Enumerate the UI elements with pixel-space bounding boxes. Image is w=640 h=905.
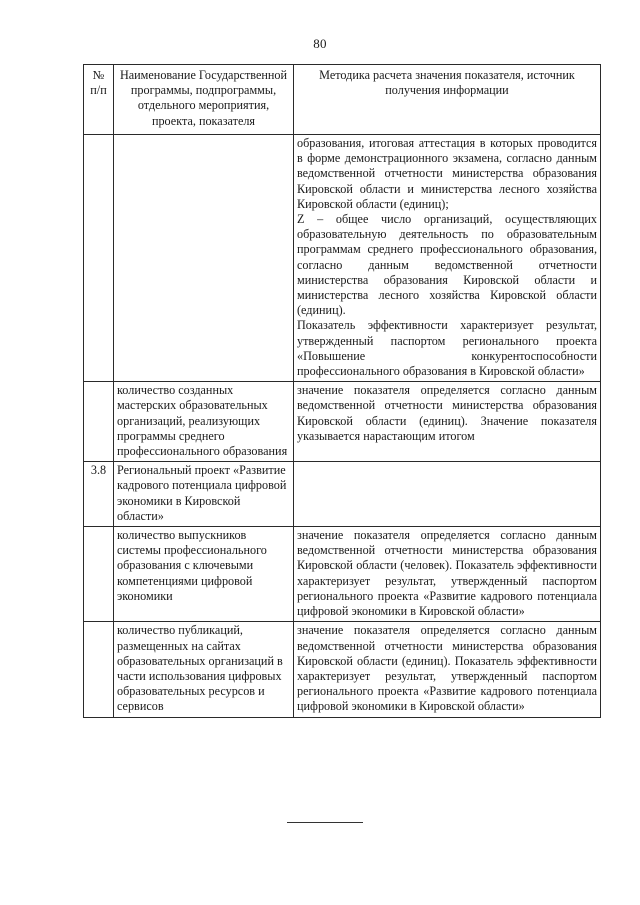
table-header-row — [84, 65, 601, 135]
footer-divider — [287, 822, 363, 823]
row-method — [294, 135, 601, 382]
table-row — [84, 622, 601, 717]
row-number — [84, 622, 114, 717]
row-number — [84, 527, 114, 622]
row-number — [84, 135, 114, 382]
row-name: количество созданных мастерских образовательных организаций, реализующих программы среднего профессионального образования — [114, 382, 294, 462]
table-row — [84, 462, 601, 527]
row-method — [294, 382, 601, 462]
table-row — [84, 382, 601, 462]
header-number: № п/п — [84, 65, 114, 135]
row-method — [294, 527, 601, 622]
row-name: количество публикаций, размещенных на сайтах образовательных организаций в части использования цифровых образовательных ресурсов и сервисов — [114, 622, 294, 717]
row-method — [294, 622, 601, 717]
method-paragraph: Показатель эффективности характеризует результат, утвержденный паспортом регионального проекта «Повышение конкурентоспособности профессионального образования в Кировской области» — [297, 318, 597, 379]
method-paragraph: Z – общее число организаций, осуществляющих образовательную деятельность по образовательным программам среднего профессионального образования, согласно данным ведомственной отчетности министерства образования Кировской области и министерства лесного хозяйства Кировской области (единиц). — [297, 212, 597, 318]
row-name: Региональный проект «Развитие кадрового потенциала цифровой экономики в Кировской области» — [114, 462, 294, 527]
method-paragraph: значение показателя определяется согласно данным ведомственной отчетности министерства образования Кировской области (единиц). Значение показателя указывается нарастающим итогом — [297, 383, 597, 443]
row-name: количество выпускников системы профессионального образования с ключевыми компетенциями цифровой экономики — [114, 527, 294, 622]
header-method: Методика расчета значения показателя, источник получения информации — [294, 65, 601, 135]
indicator-table — [83, 64, 601, 718]
row-name — [114, 135, 294, 382]
page-number: 80 — [313, 36, 327, 51]
row-method — [294, 462, 601, 527]
table-row — [84, 135, 601, 382]
row-number: 3.8 — [84, 462, 114, 527]
header-name: Наименование Государственной программы, подпрограммы, отдельного мероприятия, проекта, показателя — [114, 65, 294, 135]
row-number — [84, 382, 114, 462]
method-paragraph: значение показателя определяется согласно данным ведомственной отчетности министерства образования Кировской области (единиц). Показатель эффективности характеризует результат, утвержденный паспортом регионального проекта «Развитие кадрового потенциала цифровой экономики в Кировской области» — [297, 623, 597, 714]
method-paragraph: значение показателя определяется согласно данным ведомственной отчетности министерства образования Кировской области (человек). Показатель эффективности характеризует результат, утвержденный паспортом регионального проекта «Развитие кадрового потенциала цифровой экономики в Кировской области» — [297, 528, 597, 619]
method-paragraph: образования, итоговая аттестация в которых проводится в форме демонстрационного экзамена, согласно данным ведомственной отчетности министерства образования Кировской области и министерства лесного хозяйства Кировской области (единиц); — [297, 136, 597, 211]
table-row — [84, 527, 601, 622]
